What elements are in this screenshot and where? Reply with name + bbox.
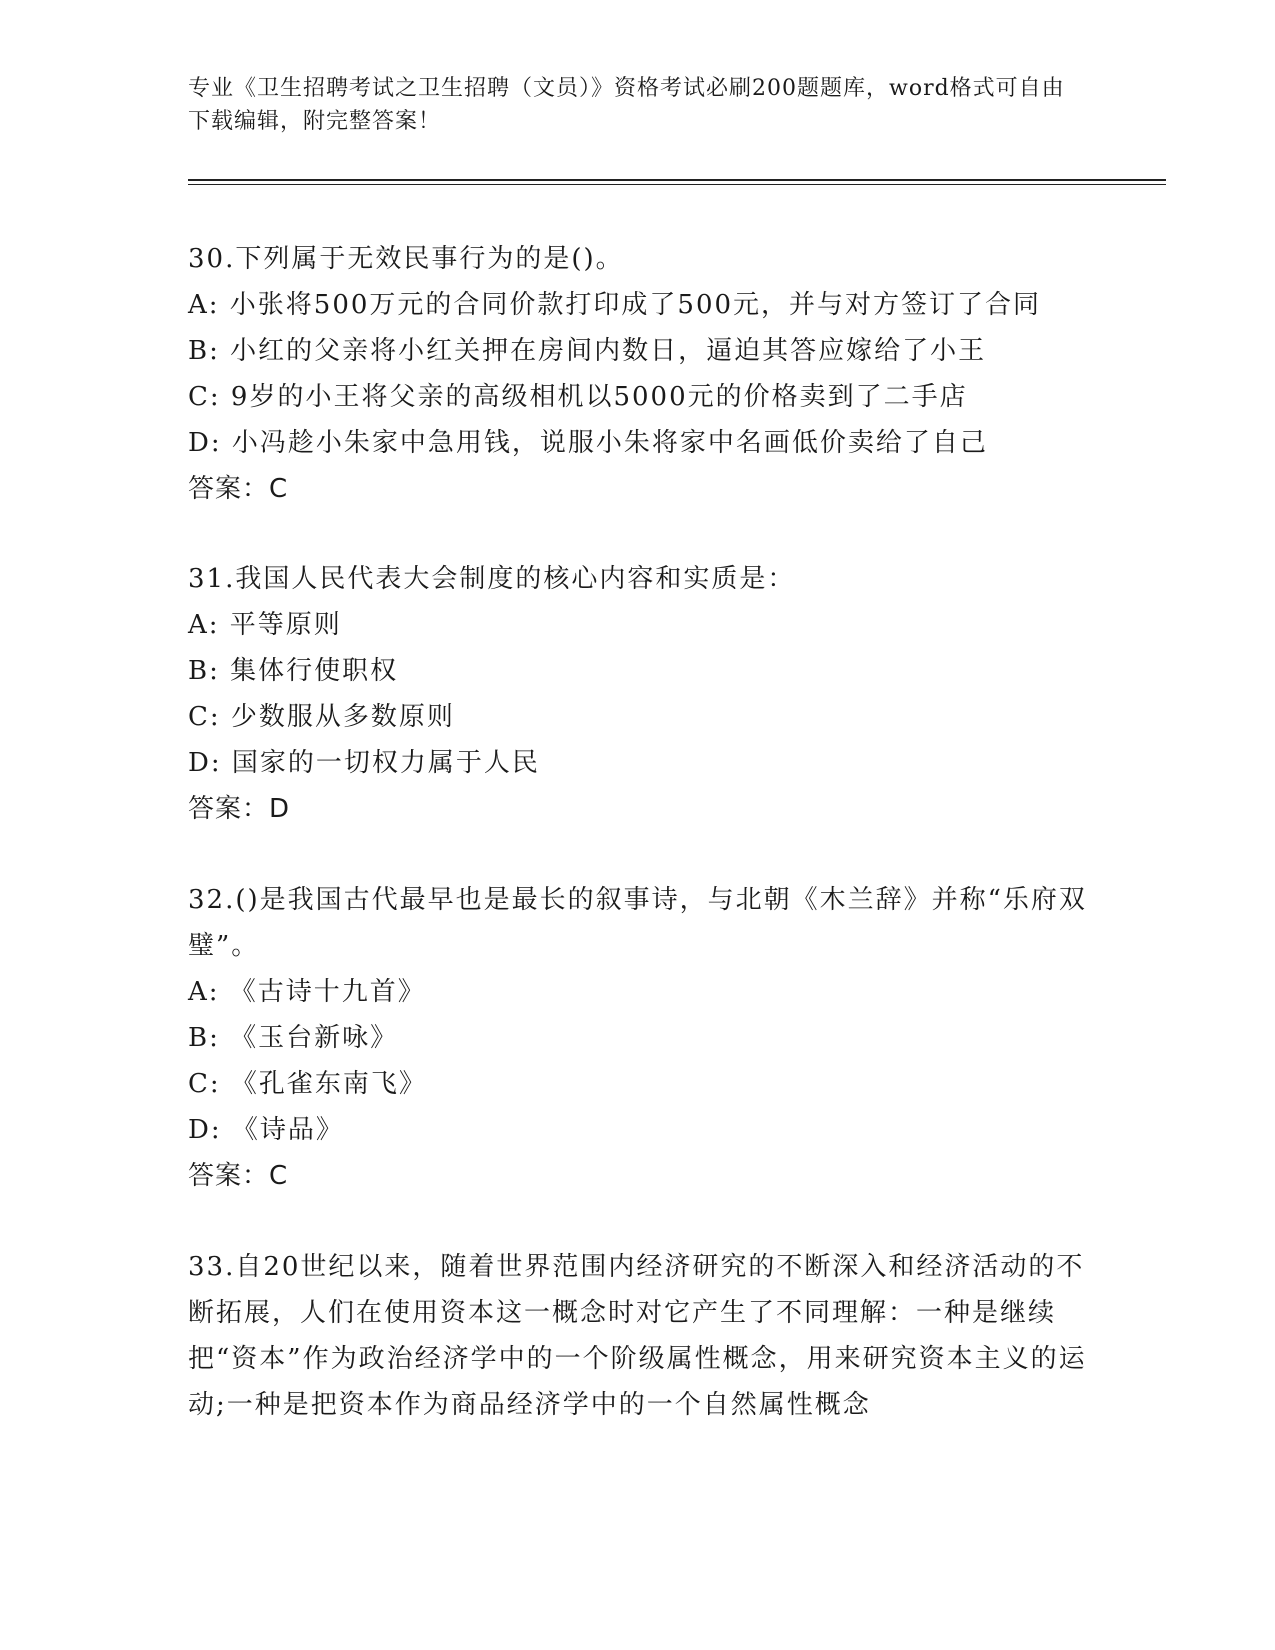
question-30 <box>188 236 1088 512</box>
document-header: 专业《卫生招聘考试之卫生招聘（文员）》资格考试必刷200题题库，word格式可自由下载编辑，附完整答案！ <box>188 76 1065 134</box>
question-stem: 30.下列属于无效民事行为的是()。 <box>188 244 624 274</box>
question-31 <box>188 556 1088 832</box>
option-c: C: 《孔雀东南飞》 <box>188 1069 427 1099</box>
question-33 <box>188 1244 1088 1428</box>
question-stem: 33.自20世纪以来，随着世界范围内经济研究的不断深入和经济活动的不断拓展，人们在使用资本这一概念时对它产生了不同理解：一种是继续把“资本”作为政治经济学中的一个阶级属性概念，用来研究资本主义的运动;一种是把资本作为商品经济学中的一个自然属性概念 <box>188 1252 1087 1420</box>
option-a: A: 平等原则 <box>188 610 342 640</box>
question-stem: 32.()是我国古代最早也是最长的叙事诗，与北朝《木兰辞》并称“乐府双璧”。 <box>188 885 1087 961</box>
option-a: A: 小张将500万元的合同价款打印成了500元，并与对方签订了合同 <box>188 290 1042 320</box>
option-c: C: 9岁的小王将父亲的高级相机以5000元的价格卖到了二手店 <box>188 382 968 412</box>
answer: 答案：C <box>188 474 289 504</box>
option-d: D: 国家的一切权力属于人民 <box>188 748 540 778</box>
answer: 答案：C <box>188 1161 289 1191</box>
question-32 <box>188 877 1088 1199</box>
header-divider <box>188 179 1166 181</box>
option-b: B: 集体行使职权 <box>188 656 399 686</box>
option-b: B: 小红的父亲将小红关押在房间内数日，逼迫其答应嫁给了小王 <box>188 336 987 366</box>
option-b: B: 《玉台新咏》 <box>188 1023 399 1053</box>
option-d: D: 《诗品》 <box>188 1115 344 1145</box>
option-d: D: 小冯趁小朱家中急用钱，说服小朱将家中名画低价卖给了自己 <box>188 428 988 458</box>
option-c: C: 少数服从多数原则 <box>188 702 455 732</box>
question-stem: 31.我国人民代表大会制度的核心内容和实质是： <box>188 564 796 594</box>
option-a: A: 《古诗十九首》 <box>188 977 426 1007</box>
header-divider-thin <box>188 184 1166 185</box>
answer: 答案：D <box>188 794 291 824</box>
